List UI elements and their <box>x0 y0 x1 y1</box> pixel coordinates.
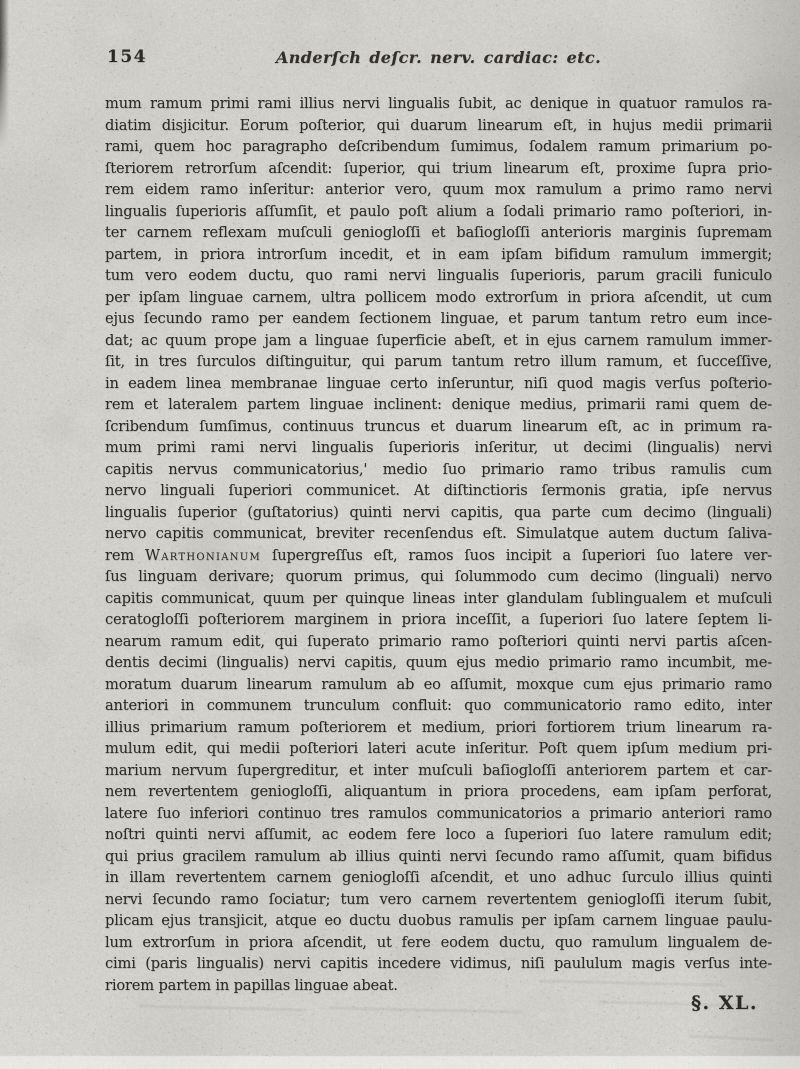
text-line: plicam ejus transjicit, atque eo ductu duobus ramulis per ipſam carnem linguae paulu- <box>105 912 772 929</box>
text-line: cimi (paris lingualis) nervi capitis incedere vidimus, niſi paululum magis verſus inte- <box>105 955 772 972</box>
text-line: tum vero eodem ductu, quo rami nervi lingualis ſuperioris, parum gracili funiculo <box>105 267 772 284</box>
text-line: mulum edit, qui medii poſteriori lateri acute inſeritur. Poſt quem ipſum medium pri- <box>105 740 772 757</box>
text-line: rami, quem hoc paragrapho deſcribendum ſumimus, ſodalem ramum primarium po- <box>105 138 772 155</box>
text-line: partem, in priora introrſum incedit, et in eam ipſam bifidum ramulum immergit; <box>105 245 772 263</box>
text-line: ſcribendum ſumſimus, continuus truncus et duarum linearum eſt, ac in primum ra- <box>105 417 772 435</box>
text-line: dentis decimi (lingualis) nervi capitis, quum ejus medio primario ramo incumbit, me- <box>105 654 772 671</box>
page-number: 154 <box>107 47 147 67</box>
section-mark: §. XL. <box>691 992 758 1014</box>
text-line: nem revertentem geniogloſſi, aliquantum in priora procedens, eam ipſam perforat, <box>105 783 772 800</box>
text-line: mum ramum primi rami illius nervi lingualis ſubit, ac denique in quatuor ramulos ra- <box>105 95 772 112</box>
text-line: ejus ſecundo ramo per eandem ſectionem linguae, et parum tantum retro eum ince- <box>105 310 772 327</box>
body-text <box>105 93 772 996</box>
text-line: dat; ac quum prope jam a linguae ſuperficie abeſt, et in ejus carnem ramulum immer- <box>105 331 772 349</box>
small-caps-term: Warthonianum <box>144 546 262 564</box>
text-line: capitis communicat, quum per quinque lineas inter glandulam ſublingualem et muſculi <box>105 589 772 607</box>
text-line: lingualis ſuperior (guſtatorius) quinti nervi capitis, qua parte cum decimo (linguali) <box>105 503 772 521</box>
text-line: latere ſuo inferiori continuo tres ramulos communicatorios a primario anteriori ramo <box>105 804 772 822</box>
text-line: noſtri quinti nervi aſſumit, ac eodem fere loco a ſuperiori ſuo latere ramulum edit; <box>105 826 772 843</box>
text-line: rem Warthonianum ſupergreſſus eſt, ramos ſuos incipit a ſuperiori ſuo latere ver- <box>105 546 772 564</box>
text-line: ter carnem reflexam muſculi geniogloſſi et baſiogloſſi anterioris marginis ſupremam <box>105 224 772 241</box>
text-line: nearum ramum edit, qui ſuperato primario ramo poſteriori quinti nervi partis aſcen- <box>105 632 772 650</box>
text-line: lingualis ſuperioris aſſumſit, et paulo poſt alium a ſodali primario ramo poſteriori, in- <box>105 202 772 220</box>
text-line: nervo capitis communicat, breviter recenſendus eſt. Simulatque autem ductum ſaliva- <box>105 525 772 542</box>
text-line: lum extrorſum in priora aſcendit, ut fere eodem ductu, quo ramulum lingualem de- <box>105 933 772 951</box>
text-line: illius primarium ramum poſteriorem et medium, priori fortiorem trium linearum ra- <box>105 718 772 736</box>
text-line: nervi ſecundo ramo ſociatur; tum vero carnem revertentem geniogloſſi iterum ſubit, <box>105 890 772 908</box>
text-line: mum primi rami nervi lingualis ſuperioris inſeritur, ut decimi (lingualis) nervi <box>105 439 772 456</box>
text-line: diatim disjicitur. Eorum poſterior, qui duarum linearum eſt, in hujus medii primarii <box>105 116 772 134</box>
text-line: rem eidem ramo inſeritur: anterior vero, quum mox ramulum a primo ramo nervi <box>105 181 772 198</box>
text-line: qui prius gracilem ramulum ab illius quinti nervi ſecundo ramo aſſumit, quam bifidus <box>105 847 772 865</box>
text-line: riorem partem in papillas linguae abeat. <box>105 976 398 994</box>
text-line: ſus linguam derivare; quorum primus, qui ſolummodo cum decimo (linguali) nervo <box>105 568 772 585</box>
text-line: nervo linguali ſuperiori communicet. At diſtinctioris ſermonis gratia, ipſe nervus <box>105 482 772 499</box>
running-head: Anderſch deſcr. nerv. cardiac: etc. <box>275 48 602 67</box>
text-line: moratum duarum linearum ramulum ab eo aſſumit, moxque cum ejus primario ramo <box>105 675 772 693</box>
text-line: capitis nervus communicatorius,' medio ſuo primario ramo tribus ramulis cum <box>105 460 772 478</box>
text-line: in eadem linea membranae linguae certo inſeruntur, niſi quod magis verſus poſterio- <box>105 374 772 392</box>
text-line: marium nervum ſupergreditur, et inter muſculi baſiogloſſi anteriorem partem et car- <box>105 761 772 779</box>
text-line: ſit, in tres ſurculos diſtinguitur, qui parum tantum retro illum ramum, et ſucceſſive, <box>105 353 772 370</box>
text-line: per ipſam linguae carnem, ultra pollicem modo extrorſum in priora aſcendit, ut cum <box>105 288 772 306</box>
text-line: in illam revertentem carnem geniogloſſi aſcendit, et uno adhuc ſurculo illius quinti <box>105 869 772 886</box>
text-line: ſteriorem retrorſum aſcendit: ſuperior, qui trium linearum eſt, proxime ſupra prio- <box>105 159 772 177</box>
text-line: ceratogloſſi poſteriorem marginem in priora inceſſit, a ſuperiori ſuo latere ſeptem li- <box>105 611 772 628</box>
text-line: anteriori in communem trunculum confluit: quo communicatorio ramo edito, inter <box>105 697 772 714</box>
text-line: rem et lateralem partem linguae inclinent: denique medius, primarii rami quem de- <box>105 396 772 413</box>
